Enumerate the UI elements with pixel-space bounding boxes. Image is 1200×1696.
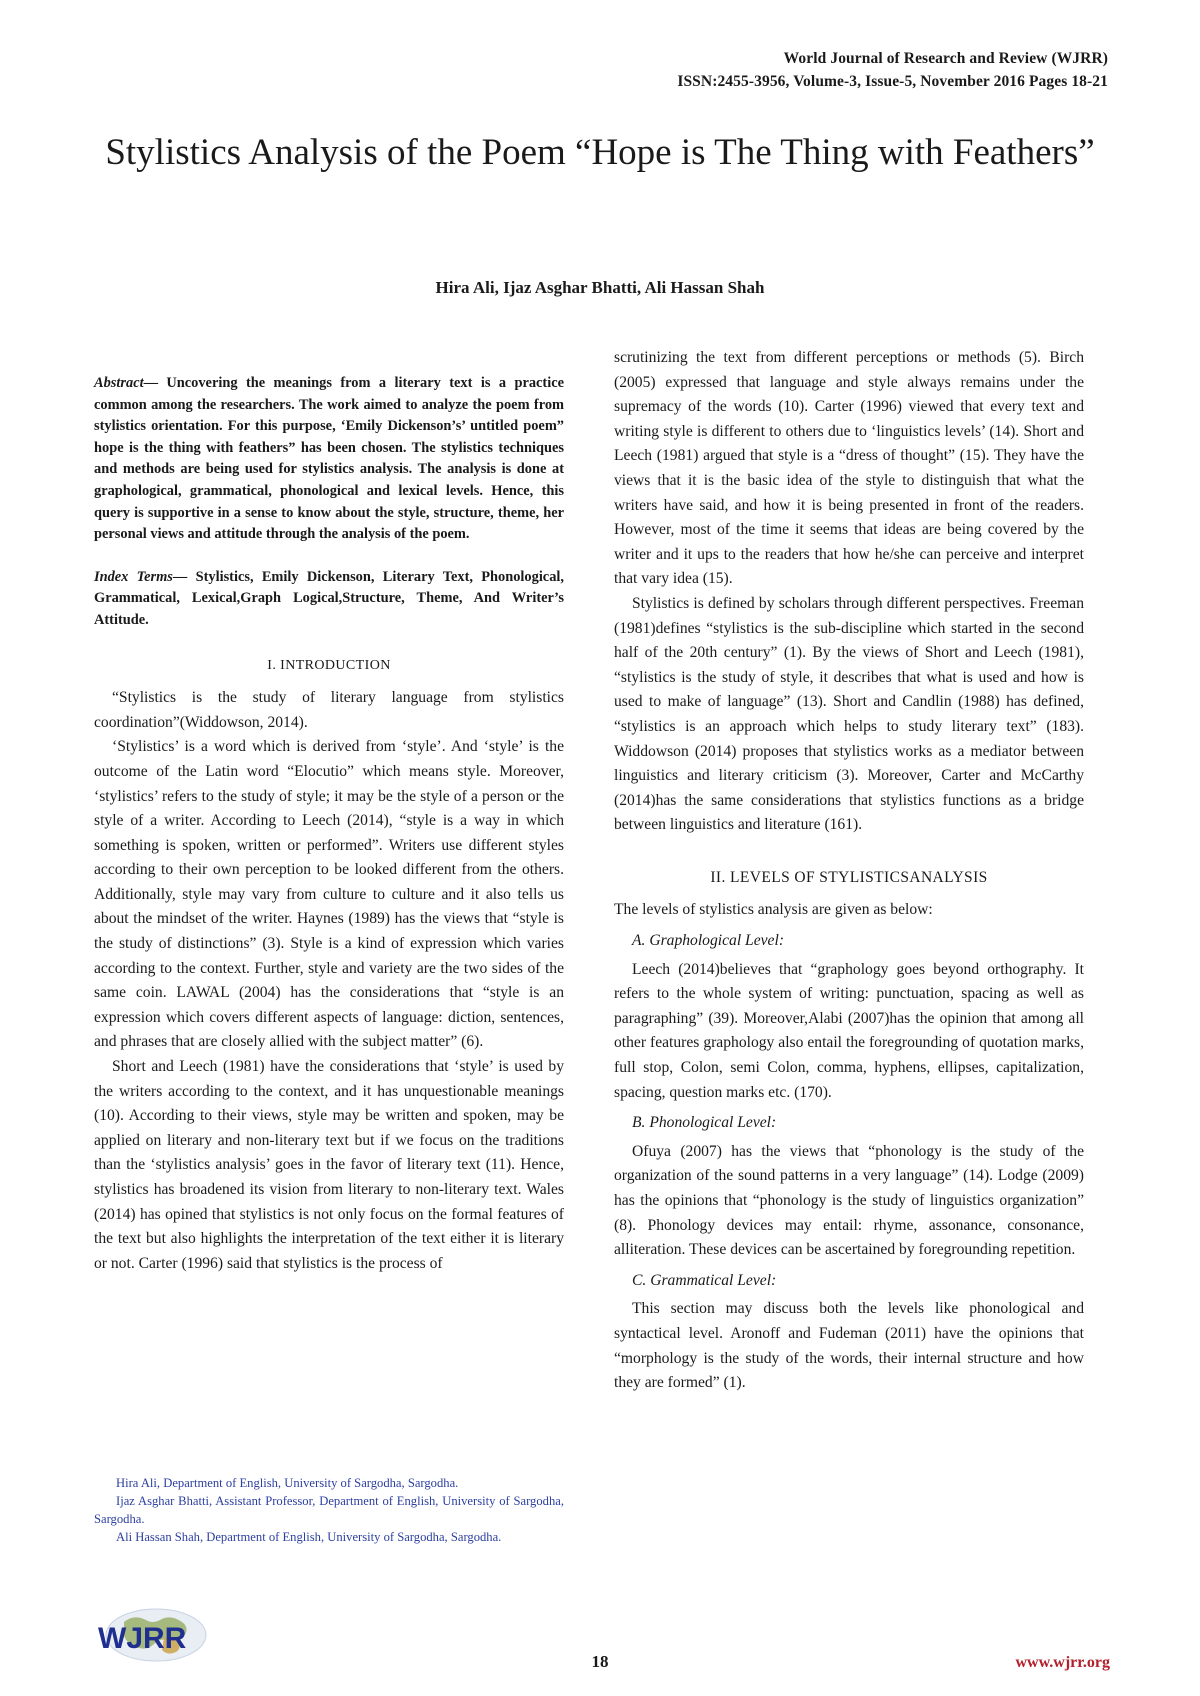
index-terms-label: Index Terms [94, 568, 173, 585]
paper-title: Stylistics Analysis of the Poem “Hope is The Thing with Feathers” [105, 132, 1095, 173]
affiliation-1: Hira Ali, Department of English, University of Sargodha, Sargodha. [116, 1476, 459, 1490]
journal-name: World Journal of Research and Review (WJRR) [783, 50, 1108, 67]
authors: Hira Ali, Ijaz Asghar Bhatti, Ali Hassan Shah [435, 278, 765, 297]
intro-paragraph-2: ‘Stylistics’ is a word which is derived from ‘style’. And ‘style’ is the outcome of the Latin word “Elocutio” which means style. Moreover, ‘stylistics’ refers to the study of style; it may be the style of a person or the style of a writer. According to Leech (2014), “style is a way in which something is spoken, written or performed”. Writers use different styles according to their own perception to be looked different from the others. Additionally, style may vary from culture to culture and it also tells us about the mindset of the writer. Haynes (1989) has the views that “style is the study of distinctions” (3). Style is a kind of expression which varies according to the context. Further, style and variety are the two sides of the same coin. LAWAL (2004) has the considerations that “style is an expression which covers different aspects of language: diction, sentences, and phrases that are closely allied with the subject matter” (6). [94, 738, 564, 1051]
subheading-phonological: B. Phonological Level: [632, 1114, 777, 1132]
levels-intro: The levels of stylistics analysis are given as below: [614, 901, 933, 919]
website-link[interactable]: www.wjrr.org [1015, 1654, 1110, 1671]
journal-issue: ISSN:2455-3956, Volume-3, Issue-5, November 2016 Pages 18-21 [677, 73, 1108, 90]
logo-text: WJRR [98, 1622, 187, 1655]
author-affiliations [94, 1474, 564, 1546]
intro-heading: I. INTRODUCTION [267, 657, 391, 673]
graphological-paragraph: Leech (2014)believes that “graphology goes beyond orthography. It refers to the whole system of writing: punctuation, spacing as well as paragraphing” (39). Moreover,Alabi (2007)has the opinion that among all other features graphology also entail the foregrounding of quotation marks, full stop, Colon, semi Colon, comma, hyphens, ellipses, capitalization, spacing, question marks etc. (170). [614, 960, 1084, 1101]
grammatical-paragraph: This section may discuss both the levels like phonological and syntactical level. Aronoff and Fudeman (2011) have the opinions that “morphology is the study of the words, their internal structure and how they are formed” (1). [614, 1300, 1084, 1392]
right-paragraph-1: scrutinizing the text from different perceptions or methods (5). Birch (2005) expressed that language and style always remains under the supremacy of the words (10). Carter (1996) viewed that every text and writing style is different to others due to ‘linguistics levels’ (14). Short and Leech (1981) argued that style is a “dress of thought” (15). They have the views that it is the basic idea of the style to distinguish that what the writers have said, and how it is being presented in front of the readers. However, most of the time it seems that ideas are being covered by the writer and it ups to the readers that how he/she can perceive and interpret that vary idea (15). [614, 349, 1084, 588]
abstract-text: — Uncovering the meanings from a literary text is a practice common among the researchers. The work aimed to analyze the poem from stylistics orientation. For this purpose, ‘Emily Dickenson’s’ untitled poem” hope is the thing with feathers” has been chosen. The stylistics techniques and methods are being used for stylistics analysis. The analysis is done at graphological, grammatical, phonological and lexical levels. Hence, this query is supportive in a sense to know about the style, structure, theme, her personal views and attitude through the analysis of the poem. [94, 375, 564, 543]
subheading-grammatical: C. Grammatical Level: [632, 1271, 777, 1289]
affiliation-2: Ijaz Asghar Bhatti, Assistant Professor, Department of English, University of Sargodha, Sargodha. [94, 1494, 564, 1526]
affiliation-3: Ali Hassan Shah, Department of English, University of Sargodha, Sargodha. [116, 1530, 502, 1544]
right-column [614, 346, 1084, 1396]
left-column [94, 373, 564, 1276]
phonological-paragraph: Ofuya (2007) has the views that “phonology is the study of the organization of the sound patterns in a very language” (14). Lodge (2009) has the opinions that “phonology is the study of linguistics organization” (8). Phonology devices may entail: rhyme, assonance, consonance, alliteration. These devices can be ascertained by foregrounding repetition. [614, 1142, 1084, 1259]
abstract-label: Abstract [94, 375, 144, 391]
abstract [94, 373, 564, 546]
index-terms-text: — Stylistics, Emily Dickenson, Literary Text, Phonological, Grammatical, Lexical,Graph Logical,Structure, Theme, And Writer’s Attitude. [94, 568, 564, 628]
page-number: 18 [591, 1652, 609, 1671]
levels-heading: II. LEVELS OF STYLISTICSANALYSIS [710, 868, 988, 886]
intro-paragraph-3: Short and Leech (1981) have the considerations that ‘style’ is used by the writers according to the context, and it has unquestionable meanings (10). According to their views, style may be written and spoken, may be applied on literary and non-literary text but if we focus on the traditions than the ‘stylistics analysis’ goes in the favor of literary text (11). Hence, stylistics has broadened its vision from literary to non-literary text. Wales (2014) has opined that stylistics is not only focus on the formal features of the text but also highlights the interpretation of the text either it is literary or not. Carter (1996) said that stylistics is the process of [94, 1058, 564, 1272]
subheading-graphological: A. Graphological Level: [632, 932, 785, 950]
index-terms [94, 567, 564, 632]
intro-paragraph-1: “Stylistics is the study of literary language from stylistics coordination”(Widdowson, 2014). [94, 689, 564, 731]
right-paragraph-2: Stylistics is defined by scholars through different perspectives. Freeman (1981)defines “stylistics is the sub-discipline which started in the second half of the 20th century” (1). By the views of Short and Leech (1981), “stylistics is the study of style, it describes that what is used and how is used to make of language” (13). Short and Candlin (1988) has defined, “stylistics is an approach which helps to study literary text” (183). Widdowson (2014) proposes that stylistics works as a mediator between linguistics and literary criticism (3). Moreover, Carter and McCarthy (2014)has the same considerations that stylistics functions as a bridge between linguistics and literature (161). [614, 594, 1084, 834]
